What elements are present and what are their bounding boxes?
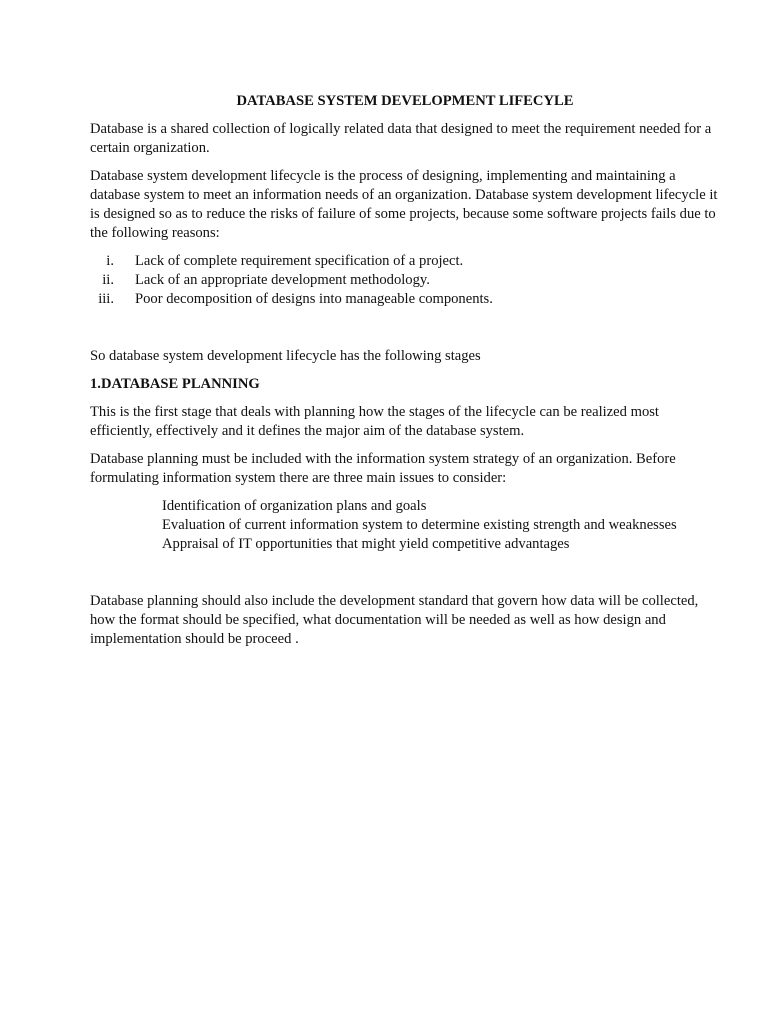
reasons-list [90,252,720,309]
stages-intro: So database system development lifecycle has the following stages [90,348,481,364]
document-body [90,92,720,658]
list-item [90,290,720,309]
list-item-text: Lack of an appropriate development methodology. [135,272,430,288]
list-item: Appraisal of IT opportunities that might yield competitive advantages [162,536,570,552]
list-item: Evaluation of current information system to determine existing strength and weaknesses [162,517,677,533]
section-heading: 1.DATABASE PLANNING [90,376,260,392]
list-number: i. [106,253,114,269]
issues-list [90,497,720,554]
list-number: ii. [102,272,114,288]
document-title: DATABASE SYSTEM DEVELOPMENT LIFECYLE [236,93,574,109]
planning-strategy-paragraph: Database planning must be included with the information system strategy of an organization. Before formulating information system there are three main issues to consider: [90,451,676,486]
planning-standards-paragraph: Database planning should also include the development standard that govern how data will be collected, how the format should be specified, what documentation will be needed as well as how design and implementation should be proceed . [90,593,699,647]
lifecycle-paragraph: Database system development lifecycle is the process of designing, implementing and maintaining a database system to meet an information needs of an organization. Database system development lifecycle it is designed so as to reduce the risks of failure of some projects, because some software projects fails due to the following reasons: [90,168,718,241]
list-item [90,252,720,271]
intro-paragraph: Database is a shared collection of logically related data that designed to meet the requirement needed for a certain organization. [90,121,712,156]
blank-space [90,563,720,592]
blank-space [90,318,720,347]
list-item: Identification of organization plans and goals [162,498,427,514]
list-item-text: Lack of complete requirement specification of a project. [135,253,464,269]
list-number: iii. [98,291,114,307]
planning-paragraph: This is the first stage that deals with planning how the stages of the lifecycle can be realized most efficiently, effectively and it defines the major aim of the database system. [90,404,659,439]
list-item-text: Poor decomposition of designs into manageable components. [135,291,493,307]
list-item [90,271,720,290]
